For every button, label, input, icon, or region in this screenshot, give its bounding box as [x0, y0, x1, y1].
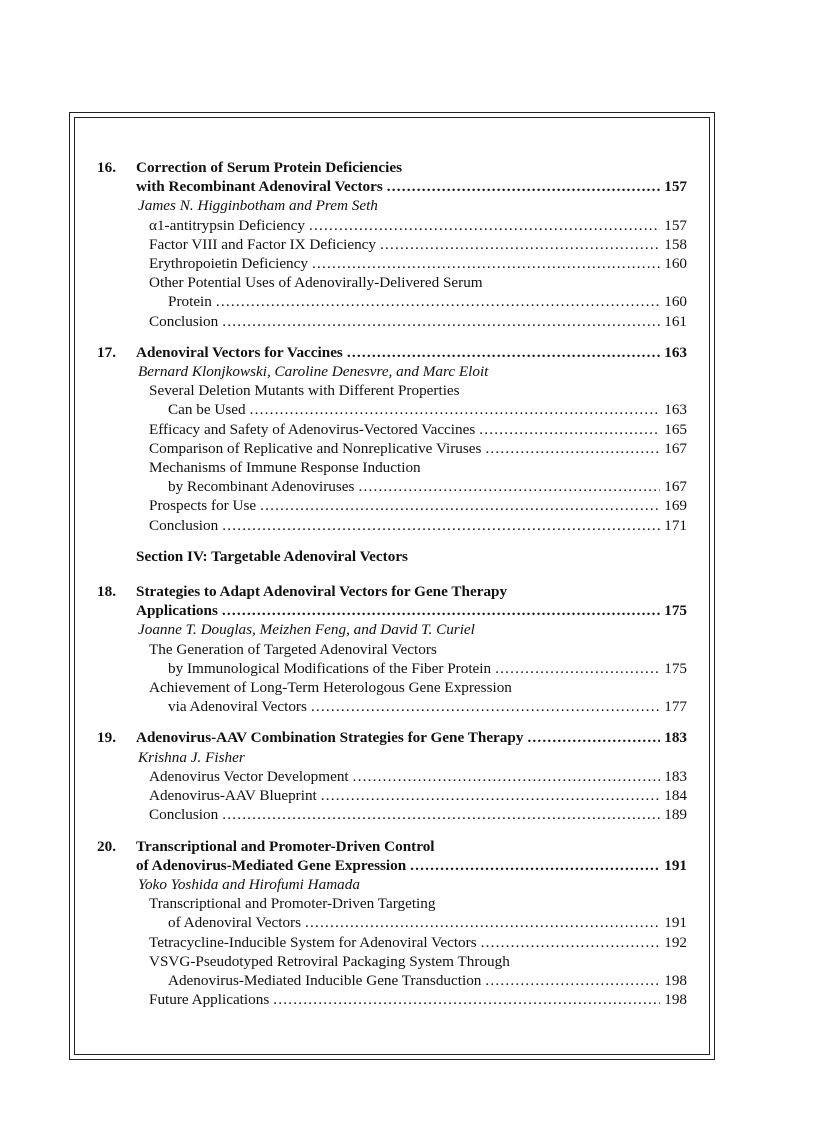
entry-title: Conclusion: [149, 806, 219, 824]
toc-entry-continued: [97, 477, 687, 496]
entry-title: VSVG-Pseudotyped Retroviral Packaging System Through: [149, 952, 510, 970]
dot-leader: [222, 312, 660, 331]
dot-leader: [353, 767, 661, 786]
toc-entry: [97, 496, 687, 515]
entry-page: 191: [664, 914, 687, 932]
dot-leader: [250, 400, 661, 419]
dot-leader: [380, 235, 660, 254]
dot-leader: [479, 420, 660, 439]
chapter-title: Adenoviral Vectors for Vaccines: [136, 343, 343, 361]
dot-leader: [222, 516, 660, 535]
chapter-title: Adenovirus-AAV Combination Strategies for Gene Therapy: [136, 729, 524, 747]
dot-leader: [305, 913, 660, 932]
entry-title: Can be Used: [168, 401, 246, 419]
dot-leader: [347, 343, 660, 362]
chapter-20: [97, 837, 687, 1010]
dot-leader: [495, 659, 660, 678]
toc-entry: [97, 420, 687, 439]
chapter-title-line: [97, 343, 687, 362]
toc-entry: [97, 381, 687, 400]
entry-title: Erythropoietin Deficiency: [149, 255, 308, 273]
dot-leader: [260, 496, 660, 515]
entry-page: 198: [664, 971, 687, 989]
chapter-title: Applications: [136, 602, 218, 620]
dot-leader: [309, 216, 660, 235]
toc-entry: [97, 933, 687, 952]
entry-title: via Adenoviral Vectors: [168, 698, 307, 716]
chapter-18: [97, 582, 687, 716]
entry-page: 161: [664, 312, 687, 330]
toc-entry-continued: [97, 971, 687, 990]
chapter-page: 175: [664, 602, 687, 620]
dot-leader: [311, 697, 660, 716]
entry-title: The Generation of Targeted Adenoviral Vectors: [149, 640, 437, 658]
toc-entry: [97, 990, 687, 1009]
chapter-title-line: [97, 582, 687, 601]
chapter-page: 183: [664, 729, 687, 747]
toc-entry: [97, 273, 687, 292]
chapter-number: 20.: [97, 837, 116, 855]
chapter-16: [97, 158, 687, 331]
chapter-title-line: [97, 177, 687, 196]
chapter-authors: Yoko Yoshida and Hirofumi Hamada: [138, 875, 360, 893]
entry-title: Adenovirus-Mediated Inducible Gene Transduction: [168, 971, 482, 989]
chapter-authors: Bernard Klonjkowski, Caroline Denesvre, and Marc Eloit: [138, 363, 489, 381]
dot-leader: [321, 786, 660, 805]
entry-page: 167: [664, 478, 687, 496]
dot-leader: [222, 601, 660, 620]
dot-leader: [273, 990, 660, 1009]
toc-entry-continued: [97, 659, 687, 678]
entry-page: 163: [664, 401, 687, 419]
chapter-title: with Recombinant Adenoviral Vectors: [136, 178, 383, 196]
entry-title: Protein: [168, 293, 212, 311]
toc-entry: [97, 458, 687, 477]
chapter-title: Strategies to Adapt Adenoviral Vectors for Gene Therapy: [136, 583, 508, 601]
toc-entry: [97, 640, 687, 659]
entry-title: Several Deletion Mutants with Different Properties: [149, 382, 460, 400]
toc-entry: [97, 767, 687, 786]
entry-page: 175: [664, 659, 687, 677]
chapter-title-line: [97, 601, 687, 620]
dot-leader: [387, 177, 660, 196]
entry-title: Conclusion: [149, 312, 219, 330]
chapter-title: of Adenovirus-Mediated Gene Expression: [136, 856, 407, 874]
chapter-number: 19.: [97, 729, 116, 747]
entry-title: Mechanisms of Immune Response Induction: [149, 459, 421, 477]
entry-page: 169: [664, 497, 687, 515]
entry-title: Tetracycline-Inducible System for Adenoviral Vectors: [149, 933, 477, 951]
chapter-number: 17.: [97, 343, 116, 361]
chapter-title: Transcriptional and Promoter-Driven Control: [136, 837, 435, 855]
toc-entry: [97, 235, 687, 254]
entry-title: Comparison of Replicative and Nonreplicative Viruses: [149, 439, 482, 457]
chapter-19: [97, 728, 687, 824]
chapter-title-line: [97, 158, 687, 177]
chapter-title-line: [97, 837, 687, 856]
entry-title: Future Applications: [149, 991, 270, 1009]
entry-title: by Immunological Modifications of the Fiber Protein: [168, 659, 492, 677]
chapter-number: 16.: [97, 159, 116, 176]
toc-entry-continued: [97, 697, 687, 716]
dot-leader: [222, 805, 660, 824]
toc-entry: [97, 952, 687, 971]
toc-entry: [97, 216, 687, 235]
toc-entry: [97, 516, 687, 535]
entry-title: Transcriptional and Promoter-Driven Targeting: [149, 895, 436, 913]
toc-entry: [97, 312, 687, 331]
table-of-contents: [97, 158, 687, 1021]
chapter-page: 163: [664, 343, 687, 361]
entry-page: 167: [664, 439, 687, 457]
chapter-title: Correction of Serum Protein Deficiencies: [136, 159, 402, 176]
chapter-title-line: [97, 856, 687, 875]
chapter-page: 191: [664, 856, 687, 874]
entry-page: 158: [664, 235, 687, 253]
entry-title: Adenovirus Vector Development: [149, 767, 349, 785]
entry-page: 160: [664, 293, 687, 311]
section-heading: Section IV: Targetable Adenoviral Vectors: [136, 547, 408, 565]
entry-page: 157: [664, 216, 687, 234]
chapter-authors: Joanne T. Douglas, Meizhen Feng, and David T. Curiel: [138, 621, 475, 639]
entry-title: Other Potential Uses of Adenovirally-Delivered Serum: [149, 274, 483, 292]
entry-title: Achievement of Long-Term Heterologous Gene Expression: [149, 679, 512, 697]
entry-title: Prospects for Use: [149, 497, 257, 515]
chapter-authors: James N. Higginbotham and Prem Seth: [138, 197, 378, 215]
dot-leader: [410, 856, 660, 875]
entry-page: 171: [664, 516, 687, 534]
dot-leader: [481, 933, 661, 952]
entry-page: 183: [664, 767, 687, 785]
toc-entry-continued: [97, 913, 687, 932]
dot-leader: [216, 292, 660, 311]
entry-page: 189: [664, 806, 687, 824]
entry-page: 192: [664, 933, 687, 951]
toc-entry-continued: [97, 292, 687, 311]
entry-title: by Recombinant Adenoviruses: [168, 478, 355, 496]
toc-entry: [97, 678, 687, 697]
dot-leader: [527, 728, 660, 747]
dot-leader: [485, 971, 660, 990]
toc-entry-continued: [97, 400, 687, 419]
entry-title: Factor VIII and Factor IX Deficiency: [149, 235, 377, 253]
chapter-title-line: [97, 728, 687, 747]
entry-page: 198: [664, 991, 687, 1009]
entry-title: Adenovirus-AAV Blueprint: [149, 787, 317, 805]
entry-title: Efficacy and Safety of Adenovirus-Vectored Vaccines: [149, 420, 476, 438]
chapter-authors: Krishna J. Fisher: [138, 748, 245, 766]
entry-title: of Adenoviral Vectors: [168, 914, 301, 932]
entry-title: α1-antitrypsin Deficiency: [149, 216, 305, 234]
entry-page: 160: [664, 255, 687, 273]
toc-entry: [97, 894, 687, 913]
dot-leader: [312, 254, 660, 273]
chapter-page: 157: [664, 178, 687, 196]
entry-title: Conclusion: [149, 516, 219, 534]
toc-entry: [97, 254, 687, 273]
entry-page: 177: [664, 698, 687, 716]
toc-entry: [97, 805, 687, 824]
entry-page: 165: [664, 420, 687, 438]
toc-entry: [97, 786, 687, 805]
chapter-17: [97, 343, 687, 535]
dot-leader: [485, 439, 660, 458]
chapter-number: 18.: [97, 583, 116, 601]
entry-page: 184: [664, 787, 687, 805]
dot-leader: [358, 477, 660, 496]
toc-entry: [97, 439, 687, 458]
